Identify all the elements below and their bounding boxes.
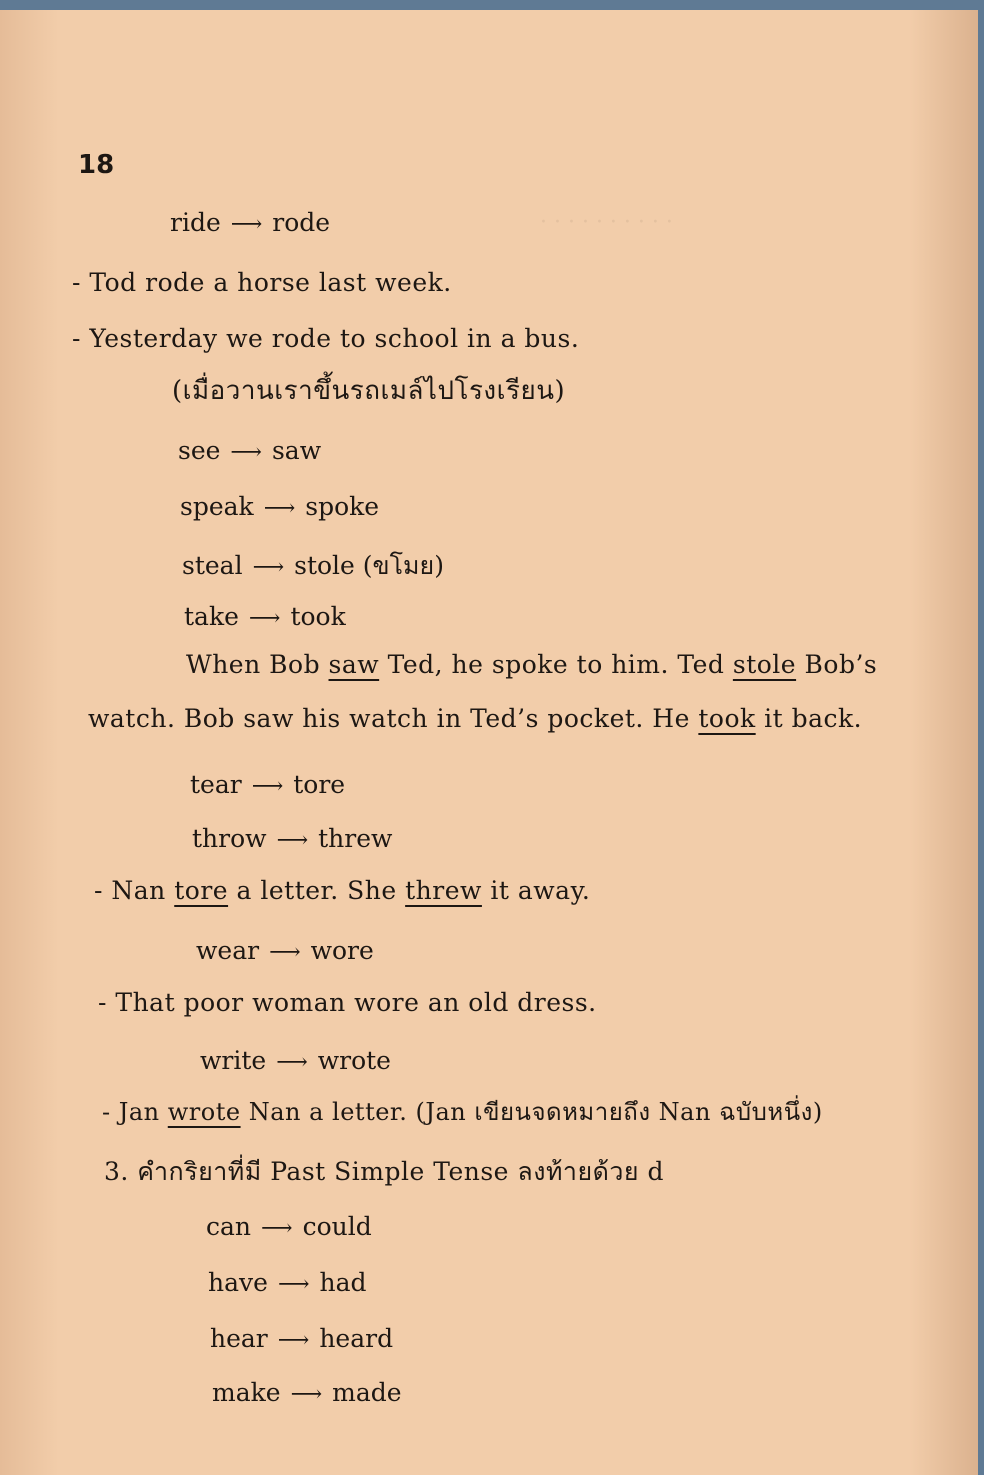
arrow-icon: ⟶ — [251, 774, 284, 799]
verb-pair-make — [212, 1378, 402, 1407]
base-verb: throw — [192, 824, 267, 853]
arrow-icon: ⟶ — [269, 940, 301, 965]
verb-pair-have — [208, 1268, 367, 1297]
past-verb: heard — [319, 1324, 394, 1353]
underlined-verb-saw: saw — [328, 650, 380, 679]
arrow-icon: ⟶ — [277, 1272, 310, 1297]
arrow-icon: ⟶ — [276, 828, 309, 853]
page-number: 18 — [78, 150, 115, 180]
past-verb: spoke — [305, 492, 380, 521]
past-verb: had — [319, 1268, 367, 1297]
paragraph-bob-line-1 — [186, 650, 877, 679]
underlined-verb-took: took — [698, 704, 756, 733]
arrow-icon: ⟶ — [276, 1050, 308, 1075]
text-run: it away. — [481, 876, 591, 905]
base-verb: take — [184, 602, 239, 631]
past-verb: wrote — [317, 1046, 391, 1075]
past-verb: could — [302, 1212, 372, 1241]
example-sentence-tod: - Tod rode a horse last week. — [72, 268, 452, 297]
paragraph-bob-line-2 — [88, 704, 862, 733]
verb-pair-throw — [192, 824, 392, 853]
base-verb: write — [200, 1046, 267, 1075]
base-verb: speak — [180, 492, 254, 521]
past-verb: took — [290, 602, 346, 631]
base-verb: hear — [210, 1324, 268, 1353]
past-verb: tore — [293, 770, 346, 799]
text-run: a letter. She — [228, 876, 406, 905]
base-verb: make — [212, 1378, 281, 1407]
text-run: Bob’s — [796, 650, 878, 679]
text-run: Ted, he spoke to him. Ted — [379, 650, 733, 679]
arrow-icon: ⟶ — [230, 212, 263, 237]
section-heading-past-d: 3. คำกริยาที่มี Past Simple Tense ลงท้ายด้วย d — [104, 1157, 664, 1186]
verb-pair-can — [206, 1212, 372, 1241]
verb-pair-see — [178, 436, 321, 465]
past-verb: saw — [271, 436, 322, 465]
past-verb: stole (ขโมย) — [294, 551, 444, 580]
arrow-icon: ⟶ — [230, 440, 262, 465]
verb-pair-tear — [190, 770, 345, 799]
underlined-verb-threw: threw — [405, 876, 482, 905]
base-verb: see — [178, 436, 221, 465]
arrow-icon: ⟶ — [277, 1328, 310, 1353]
underlined-verb-wrote: wrote — [167, 1098, 241, 1126]
example-sentence-woman: - That poor woman wore an old dress. — [98, 988, 597, 1017]
text-run: - Jan — [102, 1098, 168, 1126]
base-verb: tear — [190, 770, 242, 799]
verb-pair-speak — [180, 492, 379, 521]
verb-pair-steal — [182, 546, 444, 586]
underlined-verb-stole: stole — [732, 650, 797, 679]
text-run: it back. — [755, 704, 863, 733]
past-verb: wore — [310, 936, 374, 965]
base-verb: wear — [196, 936, 260, 965]
verb-pair-hear — [210, 1324, 393, 1353]
book-page: · · · · · · · · · · 18 ride ⟶ rode - Tod rode a horse last week. - Yesterday we rode to school in a bus. (เมื่อวานเราขึ้นรถเมล์ไปโรงเรียน) see ⟶ saw speak ⟶ spoke steal ⟶ stole (ขโมย) take ⟶ took When Bob saw Ted, he spoke to him. Ted stole Bob’s watch. Bob saw his watch in Ted’s pocket. He took it back. tear ⟶ tore throw ⟶ threw - Nan tore a letter. She threw it away. wear ⟶ wore - That poor woman wore an old dress. write ⟶ wrote - Jan wrote Nan a letter. (Jan เขียนจดหมายถึง Nan ฉบับหนึ่ง) 3. คำกริยาที่มี Past Simple Tense ลงท้ายด้วย d can ⟶ could have ⟶ had hear ⟶ heard make ⟶ made — [0, 10, 978, 1475]
past-verb: rode — [272, 208, 331, 237]
underlined-verb-tore: tore — [174, 876, 229, 905]
text-run: watch. Bob saw his watch in Ted’s pocket. He — [88, 704, 699, 733]
example-sentence-yesterday: - Yesterday we rode to school in a bus. — [72, 324, 580, 353]
arrow-icon: ⟶ — [261, 1216, 293, 1241]
base-verb: steal — [182, 551, 243, 580]
arrow-icon: ⟶ — [248, 606, 281, 631]
base-verb: can — [206, 1212, 252, 1241]
verb-pair-ride — [170, 208, 330, 237]
past-verb: threw — [318, 824, 393, 853]
text-run: Nan a letter. (Jan เขียนจดหมายถึง Nan ฉบับหนึ่ง) — [240, 1098, 823, 1126]
arrow-icon: ⟶ — [290, 1382, 323, 1407]
base-verb: have — [208, 1268, 268, 1297]
verb-pair-wear — [196, 936, 374, 965]
example-sentence-jan — [102, 1092, 823, 1131]
text-run: - Nan — [94, 876, 175, 905]
verb-pair-write — [200, 1046, 391, 1075]
text-run: When Bob — [186, 650, 329, 679]
thai-translation: (เมื่อวานเราขึ้นรถเมล์ไปโรงเรียน) — [172, 376, 566, 406]
arrow-icon: ⟶ — [263, 496, 296, 521]
base-verb: ride — [170, 208, 221, 237]
arrow-icon: ⟶ — [252, 555, 285, 580]
past-verb: made — [332, 1378, 402, 1407]
example-sentence-nan — [94, 876, 590, 905]
verb-pair-take — [184, 602, 346, 631]
